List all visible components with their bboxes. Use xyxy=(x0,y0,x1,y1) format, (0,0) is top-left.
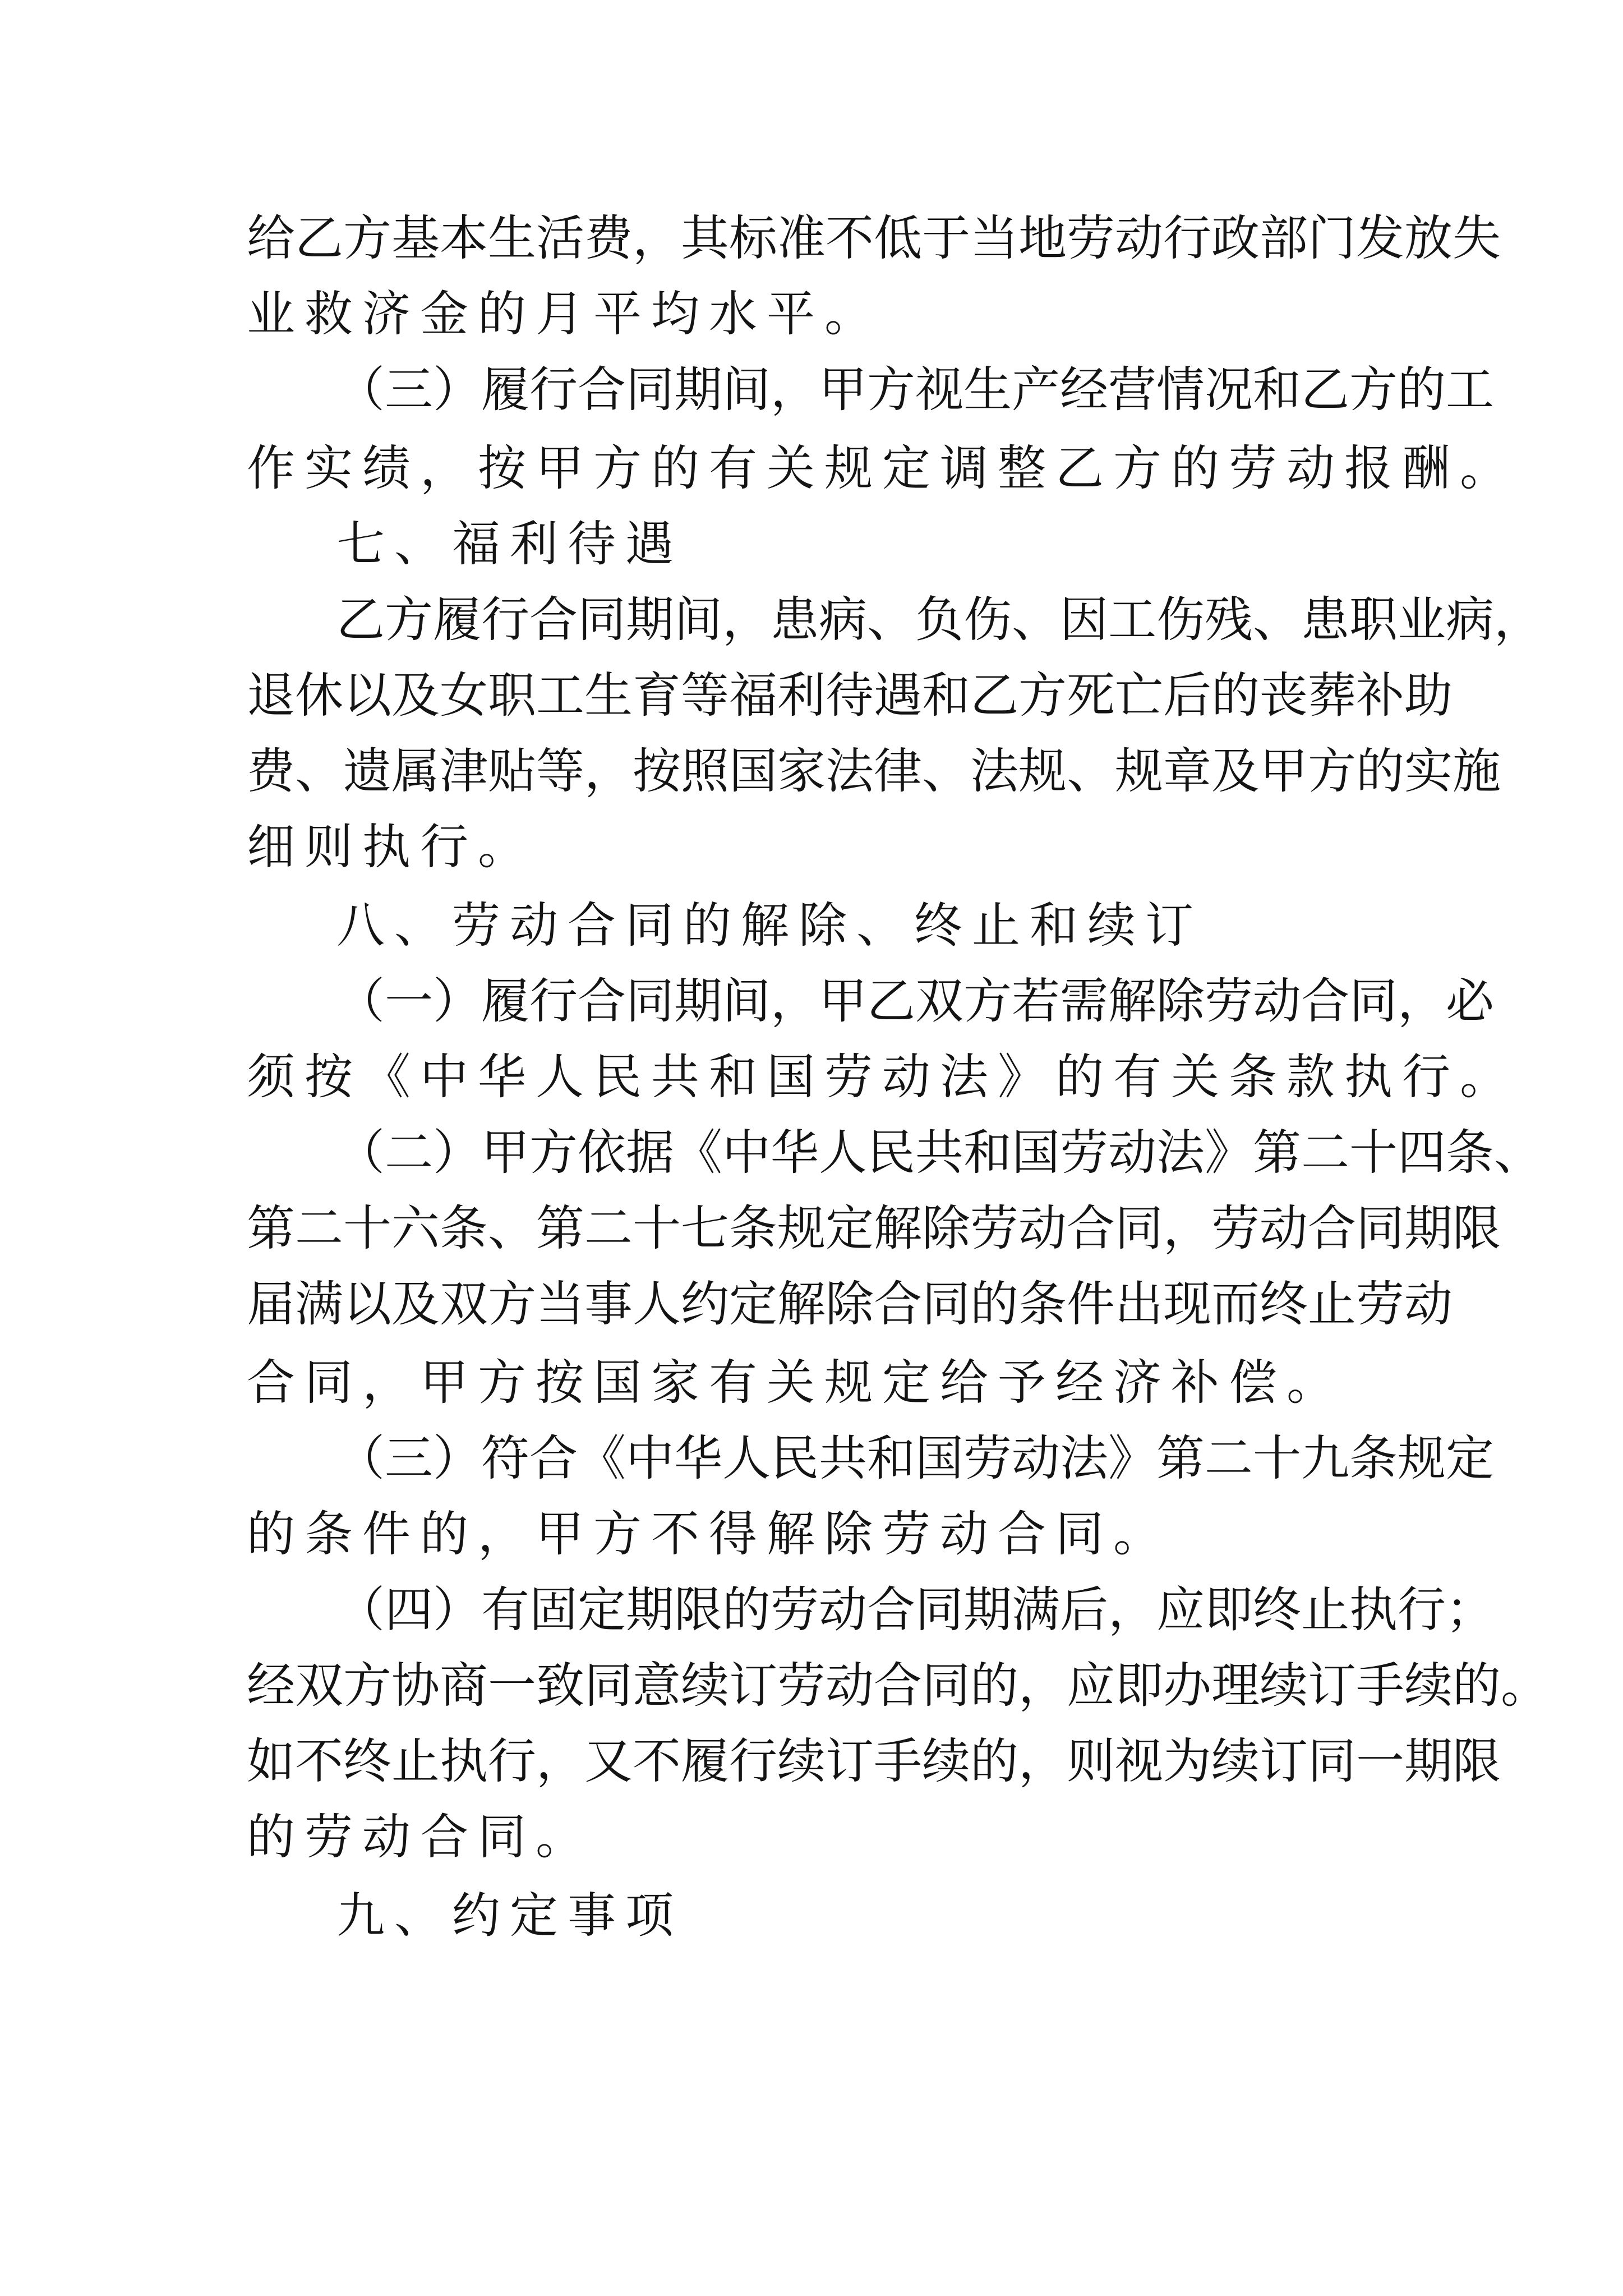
text-line: 的劳动合同。 xyxy=(247,1809,593,1865)
section-heading: 八、劳动合同的解除、终止和续订 xyxy=(336,898,1203,954)
text-line: 给乙方基本生活费，其标准不低于当地劳动行政部门发放失 xyxy=(247,210,1501,266)
text-line: 经双方协商一致同意续订劳动合同的，应即办理续订手续的。 xyxy=(247,1658,1549,1714)
text-line: 须按《中华人民共和国劳动法》的有关条款执行。 xyxy=(247,1049,1518,1105)
section-heading: 七、福利待遇 xyxy=(336,516,683,572)
text-line: 业救济金的月平均水平。 xyxy=(247,286,882,342)
text-line: 第二十六条、第二十七条规定解除劳动合同，劳动合同期限 xyxy=(247,1200,1501,1257)
text-line: （四）有固定期限的劳动合同期满后，应即终止执行； xyxy=(336,1582,1494,1638)
text-line: （三）履行合同期间，甲方视生产经营情况和乙方的工 xyxy=(336,362,1494,418)
text-line: （二）甲方依据《中华人民共和国劳动法》第二十四条、 xyxy=(336,1125,1542,1181)
text-line: 合同，甲方按国家有关规定给予经济补偿。 xyxy=(247,1355,1344,1411)
text-line: 届满以及双方当事人约定解除合同的条件出现而终止劳动 xyxy=(247,1276,1453,1332)
text-line: （一）履行合同期间，甲乙双方若需解除劳动合同，必 xyxy=(336,973,1494,1029)
text-line: 的条件的，甲方不得解除劳动合同。 xyxy=(247,1506,1171,1562)
text-line: 细则执行。 xyxy=(247,819,536,875)
text-line: 乙方履行合同期间，患病、负伤、因工伤残、患职业病， xyxy=(336,592,1542,648)
text-line: 如不终止执行，又不履行续订手续的，则视为续订同一期限 xyxy=(247,1733,1501,1789)
text-line: （三）符合《中华人民共和国劳动法》第二十九条规定 xyxy=(336,1430,1494,1487)
text-line: 作实绩，按甲方的有关规定调整乙方的劳动报酬。 xyxy=(247,440,1518,496)
section-heading: 九、约定事项 xyxy=(336,1888,683,1944)
text-line: 费、遗属津贴等，按照国家法律、法规、规章及甲方的实施 xyxy=(247,743,1501,799)
text-line: 退休以及女职工生育等福利待遇和乙方死亡后的丧葬补助 xyxy=(247,668,1453,724)
